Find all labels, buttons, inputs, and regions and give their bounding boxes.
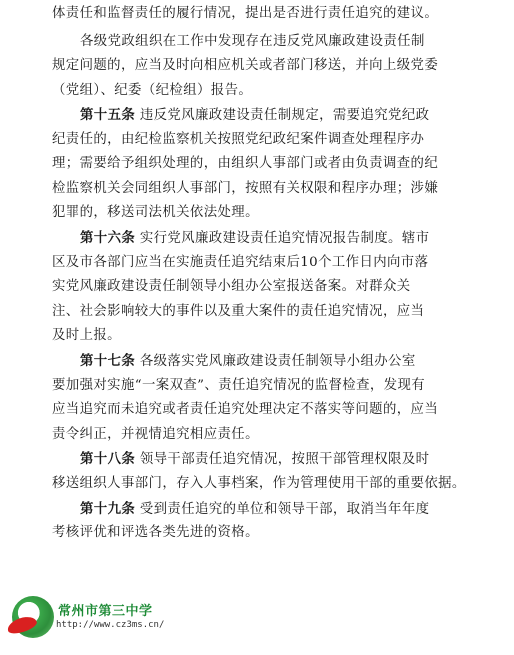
line-text: 纪责任的，由纪检监察机关按照党纪政纪案件调查处理程序办 [52, 132, 425, 147]
school-watermark-logo [4, 590, 165, 652]
line-text: 区及市各部门应当在实施责任追究结束后10个工作日内向市落 [52, 255, 429, 270]
line-text: 及时上报。 [52, 328, 121, 343]
line-text: 理；需要给予组织处理的，由组织人事部门或者由负责调查的纪 [52, 156, 439, 171]
document-line [52, 81, 470, 101]
article-number: 第十九条 [80, 501, 136, 517]
line-text: 违反党风廉政建设责任制规定，需要追究党纪政 [135, 108, 430, 123]
document-line [80, 351, 470, 371]
document-line [52, 302, 470, 322]
document-line [52, 523, 470, 543]
article-number: 第十七条 [80, 353, 136, 369]
line-text: 各级落实党风廉政建设责任制领导小组办公室 [135, 354, 416, 369]
document-line [52, 203, 470, 223]
document-line [52, 400, 470, 420]
document-line [52, 154, 470, 174]
line-text: 责令纠正，并视情追究相应责任。 [52, 427, 259, 442]
document-line [52, 253, 470, 273]
document-line [80, 449, 470, 469]
line-text: 受到责任追究的单位和领导干部，取消当年年度 [135, 502, 430, 517]
document-line [52, 179, 470, 199]
line-text: 检监察机关会同组织人事部门，按照有关权限和程序办理；涉嫌 [52, 181, 439, 196]
line-text: 犯罪的，移送司法机关依法处理。 [52, 205, 259, 220]
line-text: 考核评优和评选各类先进的资格。 [52, 525, 259, 540]
article-number: 第十八条 [80, 451, 136, 467]
document-line [80, 228, 470, 248]
document-line [52, 277, 470, 297]
line-text: 要加强对实施“一案双查”、责任追究情况的监督检查，发现有 [52, 378, 426, 393]
line-text: 规定问题的，应当及时向相应机关或者部门移送，并向上级党委 [52, 58, 439, 73]
line-text: （党组）、纪委（纪检组）报告。 [52, 83, 253, 98]
document-line [52, 326, 470, 346]
document-line [52, 130, 470, 150]
line-text: 注、社会影响较大的事件以及重大案件的责任追究情况，应当 [52, 304, 425, 319]
article-number: 第十五条 [80, 107, 136, 123]
school-name: 常州市第三中学 [58, 604, 153, 619]
line-text: 领导干部责任追究情况，按照干部管理权限及时 [135, 452, 430, 467]
document-line [80, 105, 470, 125]
school-url: http://www.cz3ms.cn/ [56, 620, 165, 630]
line-text: 实行党风廉政建设责任追究情况报告制度。辖市 [135, 231, 430, 246]
document-line [52, 56, 470, 76]
line-text: 体责任和监督责任的履行情况，提出是否进行责任追究的建议。 [52, 6, 439, 21]
document-line [52, 376, 470, 396]
document-line [80, 499, 470, 519]
document-line [52, 425, 470, 445]
document-line [52, 4, 470, 24]
document-line [80, 32, 470, 52]
line-text: 移送组织人事部门，存入人事档案，作为管理使用干部的重要依据。 [52, 476, 466, 491]
document-line [52, 474, 470, 494]
line-text: 各级党政组织在工作中发现存在违反党风廉政建设责任制 [80, 34, 425, 49]
article-number: 第十六条 [80, 230, 136, 246]
line-text: 实党风廉政建设责任制领导小组办公室报送备案。对群众关 [52, 279, 411, 294]
line-text: 应当追究而未追究或者责任追究处理决定不落实等问题的，应当 [52, 402, 439, 417]
